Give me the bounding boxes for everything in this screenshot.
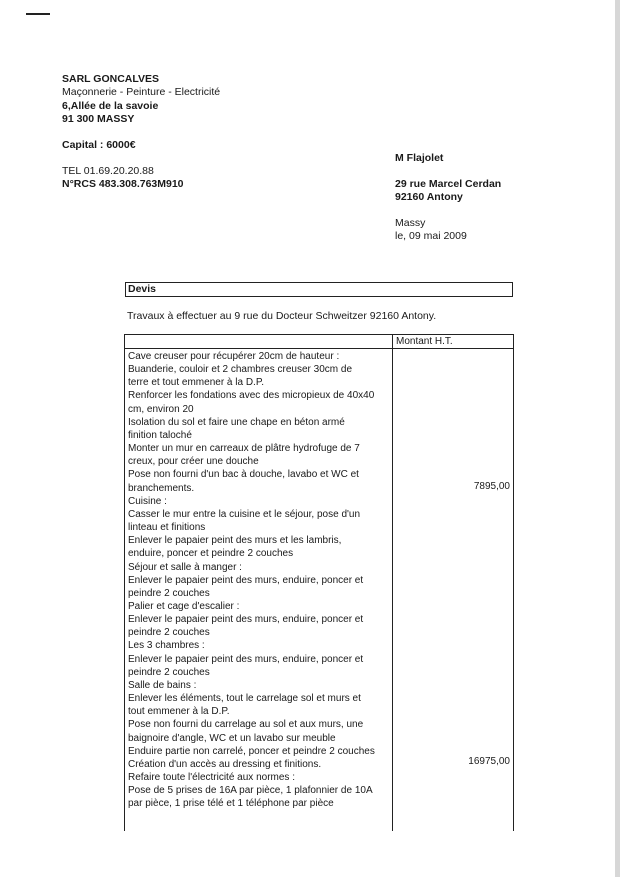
description-line: peindre 2 couches [128, 627, 210, 639]
place: Massy [395, 217, 426, 229]
description-line: Enduire partie non carrelé, poncer et peindre 2 couches [128, 745, 375, 757]
description-line: peindre 2 couches [128, 666, 210, 678]
header-rule [125, 348, 513, 349]
description-line: tout emmener à la D.P. [128, 706, 230, 718]
description-line: linteau et finitions [128, 522, 206, 534]
description-line: Cuisine : [128, 495, 167, 507]
devis-label: Devis [128, 283, 157, 295]
recipient-street: 29 rue Marcel Cerdan [395, 178, 502, 190]
devis-title-box [125, 282, 513, 297]
description-line: Pose de 5 prises de 16A par pièce, 1 plafonnier de 10A [128, 785, 373, 797]
description-line: finition taloché [128, 429, 192, 441]
description-line: par pièce, 1 prise télé et 1 téléphone par pièce [128, 798, 334, 810]
description-line: Renforcer les fondations avec des micropieux de 40x40 [128, 390, 375, 402]
description-line: Buanderie, couloir et 2 chambres creuser 30cm de [128, 364, 353, 376]
description-line: Pose non fourni du carrelage au sol et aux murs, une [128, 719, 364, 731]
description-line: Palier et cage d'escalier : [128, 600, 240, 612]
description-line: baignoire d'angle, WC et un lavabo sur meuble [128, 732, 336, 744]
description-line: Enlever le papaier peint des murs, enduire, poncer et [128, 653, 364, 665]
description-line: Enlever le papaier peint des murs, enduire, poncer et [128, 614, 364, 626]
description-line: Enlever le papaier peint des murs et les lambris, [128, 535, 342, 547]
page-corner-mark [26, 13, 50, 15]
sender-city: 91 300 MASSY [62, 112, 135, 125]
recipient-city: 92160 Antony [395, 191, 463, 203]
description-line: Les 3 chambres : [128, 640, 205, 652]
sender-street: 6,Allée de la savoie [62, 99, 159, 112]
column-divider [392, 335, 393, 831]
description-line: Cave creuser pour récupérer 20cm de hauteur : [128, 351, 340, 362]
recipient-name: M Flajolet [395, 152, 444, 164]
date: le, 09 mai 2009 [395, 230, 467, 242]
description-line: Casser le mur entre la cuisine et le séjour, pose d'un [128, 508, 361, 520]
description-line: enduire, poncer et peindre 2 couches [128, 548, 294, 560]
description-line: Enlever les éléments, tout le carrelage sol et murs et [128, 693, 361, 705]
description-line: Séjour et salle à manger : [128, 561, 242, 573]
description-line: peindre 2 couches [128, 587, 210, 599]
sender-name: SARL GONCALVES [62, 73, 160, 85]
description-line: creux, pour créer une douche [128, 456, 259, 468]
sender-block [62, 73, 220, 126]
description-line: cm, environ 20 [128, 403, 194, 415]
description-line: Création d'un accès au dressing et finitions. [128, 758, 322, 770]
sender-rcs: N°RCS 483.308.763M910 [62, 178, 184, 190]
description-line: terre et tout emmener à la D.P. [128, 377, 264, 389]
work-description [128, 350, 390, 810]
quote-table [124, 334, 514, 831]
place-and-date [395, 217, 467, 243]
description-line: Pose non fourni d'un bac à douche, lavabo et WC et [128, 469, 359, 481]
amount-column-header: Montant H.T. [396, 336, 453, 347]
description-line: Salle de bains : [128, 679, 197, 691]
sender-trades: Maçonnerie - Peinture - Electricité [62, 86, 221, 99]
description-line: Enlever le papaier peint des murs, enduire, poncer et [128, 574, 364, 586]
description-line: Refaire toute l'électricité aux normes : [128, 772, 295, 783]
amount-subtotal-2: 16975,00 [468, 756, 510, 767]
recipient-address [395, 178, 501, 204]
description-line: Isolation du sol et faire une chape en béton armé [128, 416, 345, 428]
sender-contact [62, 165, 184, 191]
sender-phone: TEL 01.69.20.20.88 [62, 165, 154, 177]
sender-capital: Capital : 6000€ [62, 139, 136, 151]
amount-subtotal-1: 7895,00 [473, 481, 510, 492]
devis-subject: Travaux à effectuer au 9 rue du Docteur Schweitzer 92160 Antony. [127, 310, 437, 322]
scan-edge-shadow [615, 0, 620, 877]
description-line: Monter un mur en carreaux de plâtre hydrofuge de 7 [128, 443, 360, 455]
description-line: branchements. [128, 482, 195, 494]
